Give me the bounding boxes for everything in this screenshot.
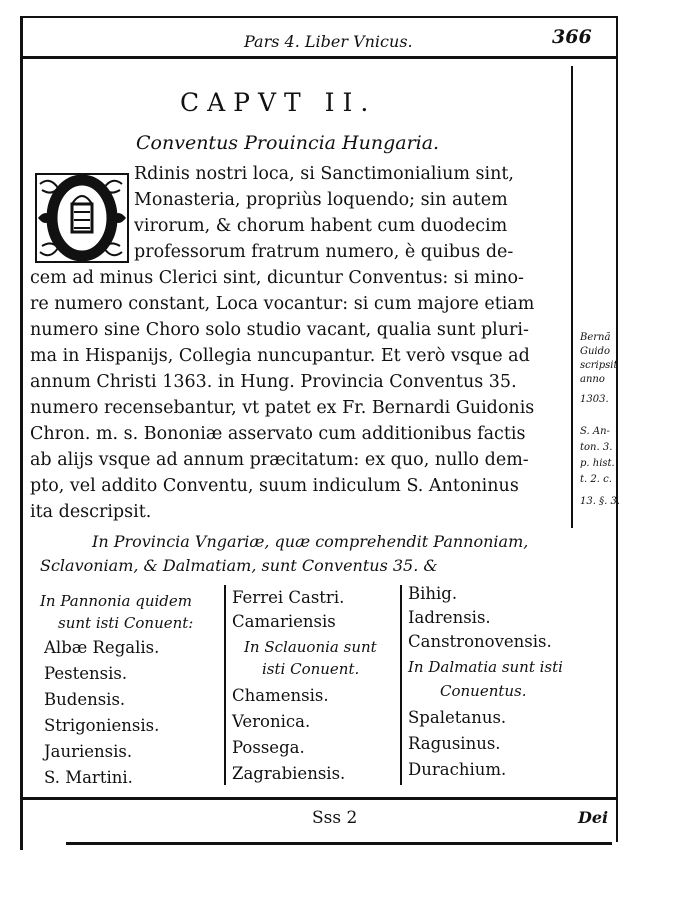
column-rule-1 <box>224 585 226 785</box>
margin-note: Guido <box>580 346 611 357</box>
page-number: 366 <box>552 26 592 48</box>
body-line-1: Rdinis nostri loca, si Sanctimonialium sint, <box>134 164 514 184</box>
decorated-initial-o-icon <box>34 172 130 264</box>
pannonia-heading: sunt isti Conuent: <box>58 614 194 632</box>
convent-entry: Chamensis. <box>232 686 329 705</box>
convent-entry: Possega. <box>232 738 305 757</box>
catchword: Dei <box>578 808 609 827</box>
body-line-2: Monasteria, propriùs loquendo; sin autem <box>134 190 508 210</box>
convent-entry: Ferrei Castri. <box>232 588 345 607</box>
list-heading-line-1: In Provincia Vngariæ, quæ comprehendit Pannoniam, <box>92 532 529 551</box>
convent-entry: Veronica. <box>232 712 311 731</box>
margin-note: 1303. <box>580 394 609 405</box>
bottom-rule <box>66 842 612 845</box>
body-line-12: ab alijs vsque ad annum præcitatum: ex quo, nullo dem- <box>30 450 529 470</box>
margin-note: scripsit <box>580 360 618 371</box>
dalmatia-heading: Conuentus. <box>440 682 527 700</box>
body-line-10: numero recensebantur, vt patet ex Fr. Bernardi Guidonis <box>30 398 535 418</box>
body-line-9: annum Christi 1363. in Hung. Provincia Conventus 35. <box>30 372 517 392</box>
body-line-3: virorum, & chorum habent cum duodecim <box>134 216 508 236</box>
dalmatia-heading: In Dalmatia sunt isti <box>408 658 563 676</box>
list-heading-line-2: Sclavoniam, & Dalmatiam, sunt Conventus 35. & <box>40 556 438 575</box>
frame-right-rule <box>616 16 618 842</box>
convent-entry: Iadrensis. <box>408 608 491 627</box>
body-line-7: numero sine Choro solo studio vacant, qualia sunt pluri- <box>30 320 529 340</box>
header-rule <box>22 56 618 59</box>
signature-mark: Sss 2 <box>312 808 358 828</box>
convent-entry: Strigoniensis. <box>44 716 160 735</box>
margin-note: ton. 3. <box>580 442 613 453</box>
margin-note: anno <box>580 374 605 385</box>
margin-note: p. hist. <box>580 458 615 469</box>
chapter-title: CAPVT II. <box>180 88 377 117</box>
convent-entry: Ragusinus. <box>408 734 501 753</box>
margin-note: 13. §. 3. <box>580 496 620 507</box>
margin-note: Bernã <box>580 332 611 343</box>
frame-top-rule <box>20 16 618 18</box>
sclavonia-heading: In Sclauonia sunt <box>244 638 377 656</box>
body-line-4: professorum fratrum numero, è quibus de- <box>134 242 514 262</box>
running-head: Pars 4. Liber Vnicus. <box>244 32 413 51</box>
sclavonia-heading: isti Conuent. <box>262 660 360 678</box>
convent-entry: Albæ Regalis. <box>44 638 160 657</box>
body-line-6: re numero constant, Loca vocantur: si cum majore etiam <box>30 294 535 314</box>
body-line-11: Chron. m. s. Bononiæ asservato cum additionibus factis <box>30 424 526 444</box>
convent-entry: Budensis. <box>44 690 126 709</box>
body-line-13: pto, vel addito Conventu, suum indiculum S. Antoninus <box>30 476 519 496</box>
convent-entry: Jauriensis. <box>44 742 133 761</box>
convent-entry: Camariensis <box>232 612 336 631</box>
body-line-8: ma in Hispanijs, Collegia nuncupantur. Et verò vsque ad <box>30 346 530 366</box>
convent-entry: Bihig. <box>408 584 458 603</box>
chapter-subtitle: Conventus Prouincia Hungaria. <box>136 132 440 154</box>
convent-entry: Zagrabiensis. <box>232 764 346 783</box>
margin-note: t. 2. c. <box>580 474 612 485</box>
margin-note: S. An- <box>580 426 610 437</box>
convent-entry: S. Martini. <box>44 768 133 787</box>
column-rule-2 <box>400 585 402 785</box>
footer-rule <box>22 797 618 800</box>
convent-entry: Spaletanus. <box>408 708 507 727</box>
convent-entry: Pestensis. <box>44 664 128 683</box>
pannonia-heading: In Pannonia quidem <box>40 592 192 610</box>
convent-entry: Durachium. <box>408 760 507 779</box>
margin-rule <box>571 66 573 528</box>
frame-left-rule <box>20 16 23 850</box>
convent-entry: Canstronovensis. <box>408 632 552 651</box>
body-line-5: cem ad minus Clerici sint, dicuntur Conventus: si mino- <box>30 268 524 288</box>
body-line-14: ita descripsit. <box>30 502 152 522</box>
